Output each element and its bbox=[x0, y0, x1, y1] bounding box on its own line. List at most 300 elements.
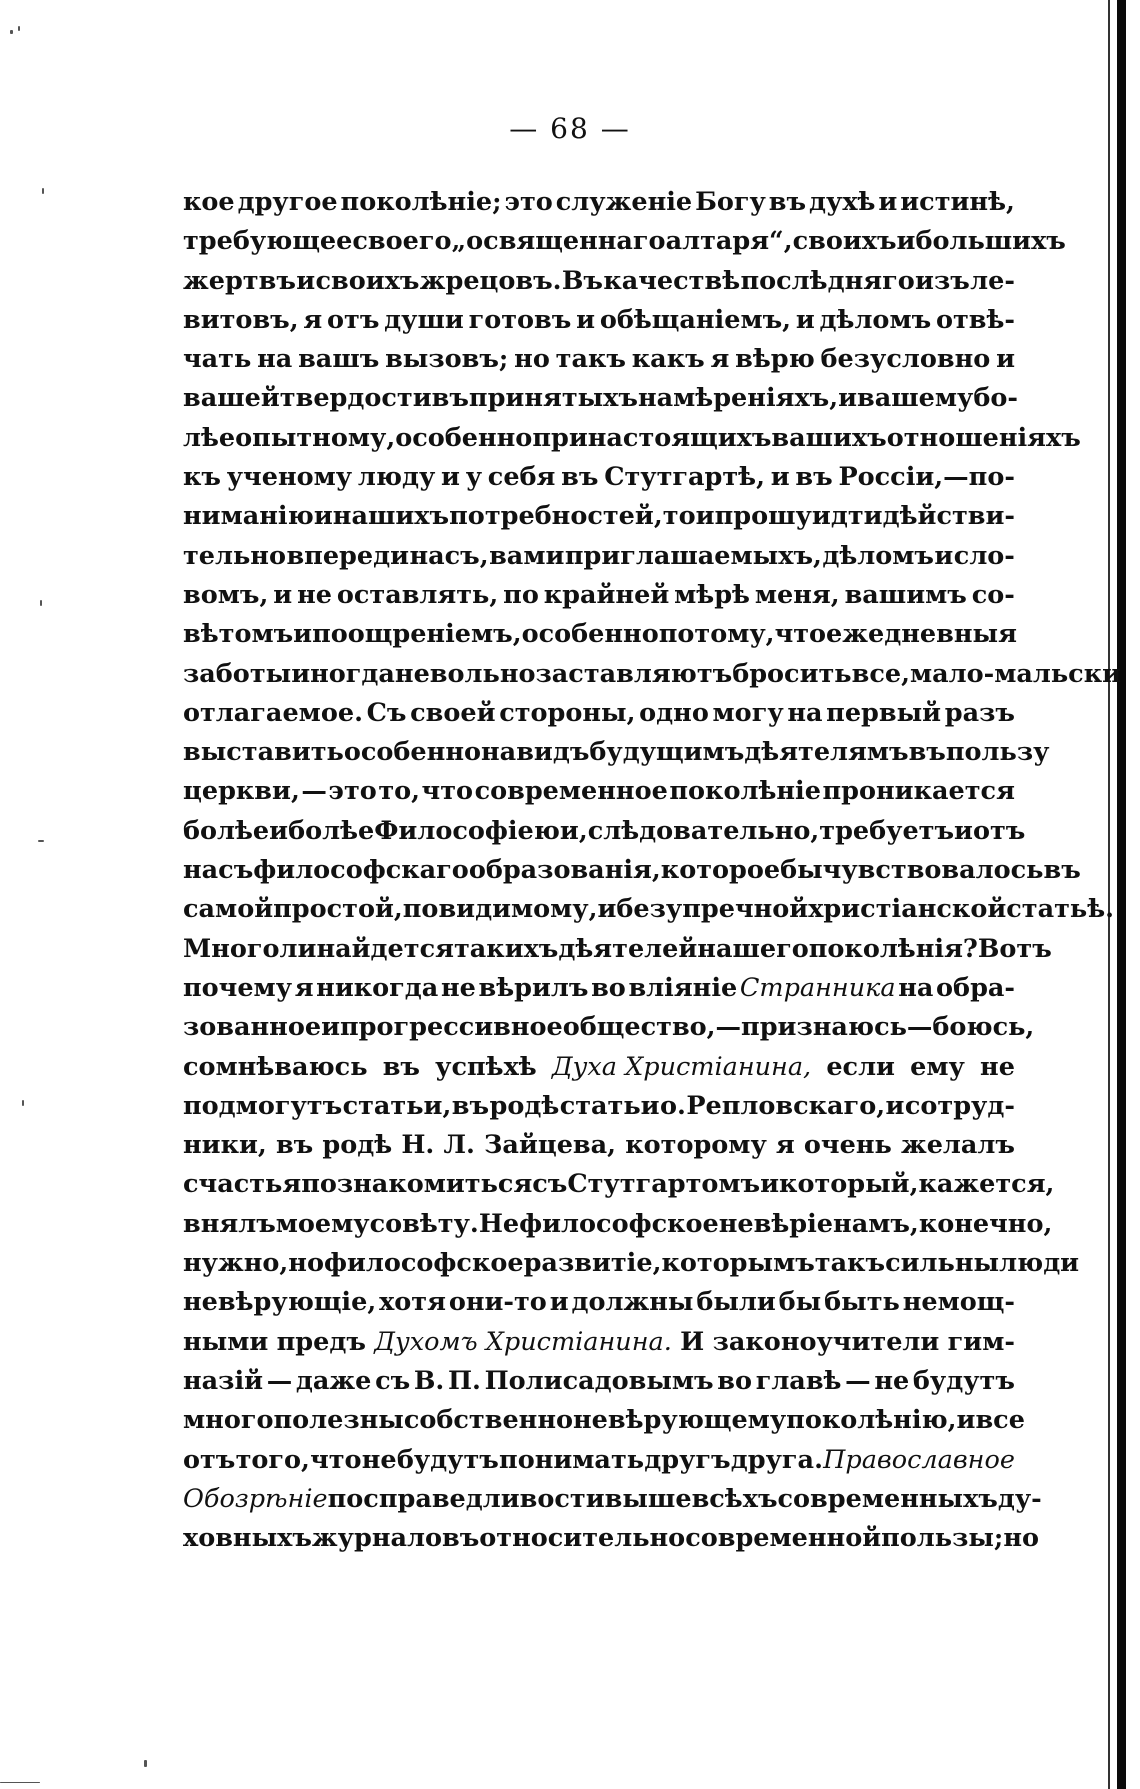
word: законоучители bbox=[712, 1326, 940, 1357]
word: современной bbox=[685, 1523, 882, 1554]
word: конечно, bbox=[918, 1208, 1053, 1239]
word: дѣятелей bbox=[558, 933, 698, 964]
word: главѣ bbox=[755, 1365, 842, 1396]
word: при bbox=[532, 422, 588, 453]
word: — bbox=[906, 1012, 933, 1043]
word: которое bbox=[660, 855, 781, 886]
word: Вотъ bbox=[977, 933, 1052, 964]
text-line bbox=[183, 497, 1015, 536]
word: бы bbox=[780, 855, 823, 886]
word: истинѣ, bbox=[900, 187, 1015, 217]
word: настоящихъ bbox=[587, 422, 772, 453]
word: друга. bbox=[730, 1444, 823, 1475]
scan-speck bbox=[0, 1782, 40, 1783]
word: въ bbox=[1043, 855, 1081, 886]
word: П. bbox=[447, 1365, 481, 1396]
word: — bbox=[266, 1365, 293, 1396]
word: болѣе bbox=[288, 815, 375, 846]
word: журналовъ bbox=[311, 1523, 480, 1554]
word: должны bbox=[571, 1287, 694, 1318]
italic-word: Православное bbox=[823, 1444, 1015, 1475]
italic-word: Духа Христіанина, bbox=[551, 1051, 812, 1082]
word: ли bbox=[279, 933, 317, 964]
word: родѣ bbox=[322, 1130, 393, 1161]
word: выставить bbox=[183, 737, 344, 768]
word: Н. bbox=[401, 1130, 435, 1161]
text-line bbox=[183, 1519, 1040, 1558]
word: успѣхѣ bbox=[435, 1051, 537, 1082]
italic-word: Духомъ Христіанина. bbox=[374, 1326, 672, 1357]
word: тельно bbox=[183, 540, 286, 571]
text-line bbox=[183, 733, 1050, 772]
word: витовъ, bbox=[183, 304, 299, 335]
word: всѣхъ bbox=[691, 1483, 778, 1514]
word: и bbox=[441, 462, 460, 493]
word: потому, bbox=[658, 619, 775, 650]
word: я bbox=[775, 1130, 795, 1161]
word: во bbox=[717, 1365, 753, 1396]
word: будутъ bbox=[396, 1444, 499, 1475]
scan-speck bbox=[38, 840, 44, 842]
body-text bbox=[183, 183, 1122, 1558]
text-line bbox=[183, 930, 1052, 969]
word: и bbox=[321, 1012, 341, 1043]
word: нужно, bbox=[183, 1248, 289, 1279]
word: потребностей, bbox=[449, 501, 663, 532]
word: поколѣніе bbox=[669, 776, 821, 807]
word: образованія, bbox=[468, 855, 661, 886]
word: одно bbox=[639, 697, 709, 728]
word: лѣе bbox=[183, 422, 236, 453]
word: люду bbox=[357, 462, 436, 493]
text-line bbox=[183, 1283, 1015, 1322]
word: по bbox=[503, 579, 539, 610]
word: то, bbox=[378, 776, 420, 807]
word: особенно bbox=[521, 619, 659, 650]
word: Не bbox=[478, 1208, 520, 1239]
word: идти bbox=[811, 501, 883, 532]
word: проникается bbox=[822, 776, 1015, 807]
word: выше bbox=[604, 1483, 692, 1514]
word: на bbox=[787, 697, 823, 728]
text-line bbox=[183, 340, 1015, 379]
word: сотруд- bbox=[904, 1090, 1015, 1121]
word: не bbox=[440, 972, 476, 1003]
word: особенно bbox=[343, 737, 481, 768]
word: поколѣніе; bbox=[340, 187, 502, 217]
word: болѣе bbox=[183, 815, 270, 846]
word: Репловскаго, bbox=[686, 1090, 886, 1121]
word: дѣломъ bbox=[819, 304, 932, 335]
word: вѣрю bbox=[735, 344, 815, 375]
word: ниманію bbox=[183, 501, 314, 532]
word: не bbox=[297, 579, 332, 610]
word: опытному, bbox=[235, 422, 396, 453]
word: разъ bbox=[944, 697, 1015, 728]
text-line bbox=[183, 812, 1026, 851]
scan-speck bbox=[144, 1760, 147, 1767]
word: на bbox=[257, 344, 293, 375]
text-line bbox=[183, 301, 1015, 340]
word: и bbox=[885, 1090, 905, 1121]
word: вашему bbox=[857, 383, 974, 414]
word: дѣломъ bbox=[822, 540, 934, 571]
word: нашихъ bbox=[332, 501, 450, 532]
word: пользы; bbox=[881, 1523, 1004, 1554]
word: и bbox=[597, 894, 617, 925]
word: Много bbox=[183, 933, 280, 964]
word: который, bbox=[779, 1169, 919, 1200]
word: — bbox=[715, 1012, 742, 1043]
word: вашимъ bbox=[844, 579, 967, 610]
word: даже bbox=[295, 1365, 372, 1396]
word: ле- bbox=[970, 265, 1015, 296]
word: философское bbox=[323, 1248, 524, 1279]
text-line bbox=[183, 969, 1015, 1008]
word: къ bbox=[183, 462, 221, 493]
text-line bbox=[183, 1165, 1055, 1204]
word: особенно bbox=[395, 422, 533, 453]
word: если bbox=[826, 1051, 895, 1082]
word: требующее bbox=[183, 226, 353, 257]
scan-speck bbox=[18, 26, 20, 31]
scan-edge bbox=[1117, 0, 1126, 1789]
word: то bbox=[662, 501, 696, 532]
word: духѣ bbox=[809, 187, 876, 217]
text-line bbox=[183, 1362, 1015, 1401]
word: предъ bbox=[276, 1326, 366, 1357]
word: вашихъ bbox=[771, 422, 887, 453]
word: желалъ bbox=[900, 1130, 1015, 1161]
word: жертвъ bbox=[183, 265, 296, 296]
word: мѣрѣ bbox=[674, 579, 750, 610]
text-line bbox=[183, 655, 1122, 694]
word: заботы bbox=[183, 658, 292, 689]
word: я bbox=[294, 972, 314, 1003]
word: они-то bbox=[448, 1287, 547, 1318]
word: такъ bbox=[814, 1248, 886, 1279]
word: со- bbox=[971, 579, 1015, 610]
word: кое bbox=[183, 187, 235, 217]
word: и bbox=[795, 304, 815, 335]
word: прошу bbox=[714, 501, 812, 532]
word: съ bbox=[532, 1169, 568, 1200]
word: простой, bbox=[273, 894, 403, 925]
word: во bbox=[591, 972, 626, 1003]
word: бы bbox=[778, 1287, 822, 1318]
word: современныхъ bbox=[777, 1483, 998, 1514]
text-line bbox=[183, 1323, 1015, 1362]
word: ученому bbox=[226, 462, 353, 493]
word: себя bbox=[487, 462, 556, 493]
word: какъ bbox=[631, 344, 705, 375]
word: жрецовъ. bbox=[419, 265, 562, 296]
word: и bbox=[770, 462, 790, 493]
word: и bbox=[549, 1287, 569, 1318]
word: того, bbox=[235, 1444, 310, 1475]
word: это bbox=[504, 187, 553, 217]
word: но bbox=[1003, 1523, 1040, 1554]
text-line bbox=[183, 772, 1015, 811]
word: требуетъ bbox=[819, 815, 955, 846]
word: развитіе, bbox=[523, 1248, 662, 1279]
word: отлагаемое. bbox=[183, 697, 363, 728]
word: философскаго bbox=[253, 855, 469, 886]
word: своихъ bbox=[315, 265, 420, 296]
word: что bbox=[774, 619, 827, 650]
text-line bbox=[183, 379, 1018, 418]
word: сло- bbox=[953, 540, 1015, 571]
word: принятыхъ bbox=[468, 383, 638, 414]
word: изъ bbox=[915, 265, 970, 296]
word: но bbox=[288, 1248, 324, 1279]
word: отъ bbox=[183, 1444, 236, 1475]
text-line bbox=[183, 1048, 1015, 1087]
word: и bbox=[576, 304, 596, 335]
word: познакомиться bbox=[301, 1169, 533, 1200]
word: собственно bbox=[403, 1405, 574, 1436]
word: въ bbox=[451, 1090, 490, 1121]
word: и bbox=[996, 344, 1015, 375]
scan-speck bbox=[40, 600, 42, 606]
word: общество, bbox=[562, 1012, 716, 1043]
word: будущимъ bbox=[589, 737, 745, 768]
text-line bbox=[183, 890, 1115, 929]
word: поколѣнію, bbox=[786, 1405, 957, 1436]
word: ными bbox=[183, 1326, 269, 1357]
word: служеніе bbox=[555, 187, 693, 217]
word: другъ bbox=[644, 1444, 731, 1475]
word: крайней bbox=[543, 579, 670, 610]
word: счастья bbox=[183, 1169, 302, 1200]
text-line bbox=[183, 1244, 1080, 1283]
word: почему bbox=[183, 972, 293, 1003]
word: первый bbox=[826, 697, 942, 728]
word: и bbox=[956, 1405, 976, 1436]
word: христіанской bbox=[808, 894, 1007, 925]
text-line bbox=[183, 183, 1015, 222]
word: Россіи,—по- bbox=[838, 462, 1015, 493]
word: ему bbox=[910, 1051, 965, 1082]
word: своихъ bbox=[792, 226, 897, 257]
word: статьѣ. bbox=[1006, 894, 1115, 925]
word: ду- bbox=[997, 1483, 1042, 1514]
word: и bbox=[934, 540, 954, 571]
word: приглашаемыхъ, bbox=[564, 540, 822, 571]
text-line bbox=[183, 222, 1066, 261]
word: все bbox=[975, 1405, 1025, 1436]
word: И bbox=[680, 1326, 705, 1357]
word: по bbox=[327, 1483, 364, 1514]
word: алтаря“, bbox=[665, 226, 793, 257]
word: дѣятелямъ bbox=[744, 737, 909, 768]
word: въ bbox=[431, 383, 469, 414]
word: Полисадовымъ bbox=[484, 1365, 714, 1396]
word: насъ bbox=[183, 855, 254, 886]
word: могу bbox=[712, 697, 784, 728]
word: не bbox=[361, 1444, 397, 1475]
text-line bbox=[183, 1401, 1025, 1440]
word: современное bbox=[474, 776, 668, 807]
word: признаюсь bbox=[741, 1012, 907, 1043]
word: вашей bbox=[183, 383, 280, 414]
word: Стутгартомъ bbox=[567, 1169, 761, 1200]
word: въ bbox=[382, 1051, 420, 1082]
word: статьи, bbox=[342, 1090, 452, 1121]
text-line bbox=[183, 1205, 1053, 1244]
word: были bbox=[696, 1287, 776, 1318]
word: о. bbox=[660, 1090, 686, 1121]
word: понимать bbox=[499, 1444, 645, 1475]
word: люди bbox=[999, 1248, 1080, 1279]
text-line bbox=[183, 419, 1081, 458]
word: и bbox=[293, 619, 313, 650]
word: обѣщаніемъ, bbox=[599, 304, 792, 335]
word: церкви, bbox=[183, 776, 300, 807]
word: отношеніяхъ bbox=[886, 422, 1081, 453]
word: поощреніемъ, bbox=[312, 619, 522, 650]
word: назій bbox=[183, 1365, 264, 1396]
word: намѣреніяхъ, bbox=[637, 383, 839, 414]
text-line bbox=[183, 576, 1015, 615]
word: впереди bbox=[286, 540, 410, 571]
word: и bbox=[760, 1169, 780, 1200]
word: сомнѣваюсь bbox=[183, 1051, 368, 1082]
word: на bbox=[898, 972, 934, 1003]
word: и bbox=[313, 501, 333, 532]
word: боюсь, bbox=[932, 1012, 1035, 1043]
word: быть bbox=[824, 1287, 900, 1318]
word: не bbox=[874, 1365, 910, 1396]
text-line bbox=[183, 537, 1015, 576]
word: намъ, bbox=[833, 1208, 919, 1239]
word: совѣту. bbox=[369, 1208, 479, 1239]
word: такихъ bbox=[453, 933, 559, 964]
word: чувствовалось bbox=[822, 855, 1044, 886]
word: невѣрующіе, bbox=[183, 1287, 377, 1318]
word: слѣдовательно, bbox=[587, 815, 820, 846]
word: я bbox=[303, 304, 323, 335]
text-line bbox=[183, 694, 1015, 733]
word: чать bbox=[183, 344, 252, 375]
word: видъ bbox=[516, 737, 590, 768]
word: относительно bbox=[479, 1523, 686, 1554]
word: и bbox=[273, 579, 293, 610]
word: и, bbox=[559, 815, 588, 846]
word: подмогутъ bbox=[183, 1090, 343, 1121]
word: бо- bbox=[973, 383, 1018, 414]
word: вашъ bbox=[298, 344, 380, 375]
word: полезны bbox=[273, 1405, 404, 1436]
word: ежедневныя bbox=[826, 619, 1017, 650]
text-line bbox=[183, 1441, 1015, 1480]
word: это bbox=[328, 776, 377, 807]
text-line bbox=[183, 1480, 1042, 1519]
word: много bbox=[183, 1405, 274, 1436]
word: вѣрилъ bbox=[478, 972, 589, 1003]
word: вами bbox=[489, 540, 565, 571]
word: зованное bbox=[183, 1012, 322, 1043]
word: твердости bbox=[279, 383, 432, 414]
word: стороны, bbox=[499, 697, 636, 728]
word: Съ bbox=[366, 697, 407, 728]
word: бросить bbox=[732, 658, 852, 689]
word: ники, bbox=[183, 1130, 267, 1161]
word: и bbox=[695, 501, 715, 532]
word: и bbox=[896, 226, 916, 257]
word: гим- bbox=[947, 1326, 1015, 1357]
word: иногда bbox=[291, 658, 395, 689]
word: оставлять, bbox=[336, 579, 499, 610]
word: я bbox=[710, 344, 730, 375]
word: нашего bbox=[697, 933, 809, 964]
word: невольно bbox=[394, 658, 536, 689]
word: пользу bbox=[945, 737, 1050, 768]
word: В. bbox=[413, 1365, 445, 1396]
word: все, bbox=[851, 658, 910, 689]
word: философское bbox=[519, 1208, 719, 1239]
word: вѣтомъ bbox=[183, 619, 294, 650]
word: и bbox=[838, 383, 858, 414]
word: Стутгартѣ, bbox=[604, 462, 765, 493]
word: прогрессивное bbox=[340, 1012, 563, 1043]
text-line bbox=[183, 615, 1015, 654]
word: Богу bbox=[695, 187, 766, 217]
italic-word: Странника bbox=[739, 972, 896, 1003]
word: у bbox=[465, 462, 483, 493]
text-line bbox=[183, 851, 1081, 890]
word: обра- bbox=[936, 972, 1015, 1003]
text-line bbox=[183, 1126, 1015, 1165]
word: на bbox=[481, 737, 517, 768]
word: меня, bbox=[754, 579, 840, 610]
word: качествѣ bbox=[603, 265, 741, 296]
italic-word: Обозрѣніе bbox=[183, 1483, 328, 1514]
word: будутъ bbox=[912, 1365, 1015, 1396]
word: безупречной bbox=[616, 894, 809, 925]
word: хотя bbox=[379, 1287, 446, 1318]
word: немощ- bbox=[902, 1287, 1015, 1318]
word: Л. bbox=[443, 1130, 475, 1161]
word: въ bbox=[768, 187, 807, 217]
scan-speck bbox=[42, 188, 44, 194]
word: заставляютъ bbox=[535, 658, 733, 689]
word: и bbox=[296, 265, 316, 296]
word: не bbox=[980, 1051, 1015, 1082]
word: вліяніе bbox=[628, 972, 738, 1003]
word: отвѣ- bbox=[935, 304, 1015, 335]
word: отъ bbox=[327, 304, 380, 335]
word: вызовъ; bbox=[385, 344, 509, 375]
word: самой bbox=[183, 894, 274, 925]
word: кажется, bbox=[918, 1169, 1055, 1200]
word: моему bbox=[275, 1208, 370, 1239]
word: другое bbox=[237, 187, 338, 217]
word: внялъ bbox=[183, 1208, 276, 1239]
word: въ bbox=[561, 462, 599, 493]
word: невѣріе bbox=[718, 1208, 834, 1239]
text-line bbox=[183, 1087, 1015, 1126]
word: очень bbox=[803, 1130, 892, 1161]
word: повидимому, bbox=[402, 894, 598, 925]
scan-speck bbox=[22, 1100, 24, 1106]
word: дѣйстви- bbox=[882, 501, 1015, 532]
word: невѣрующему bbox=[573, 1405, 787, 1436]
word: въ bbox=[275, 1130, 314, 1161]
word: которому bbox=[625, 1130, 767, 1161]
text-line bbox=[183, 458, 1015, 497]
word: готовъ bbox=[468, 304, 572, 335]
